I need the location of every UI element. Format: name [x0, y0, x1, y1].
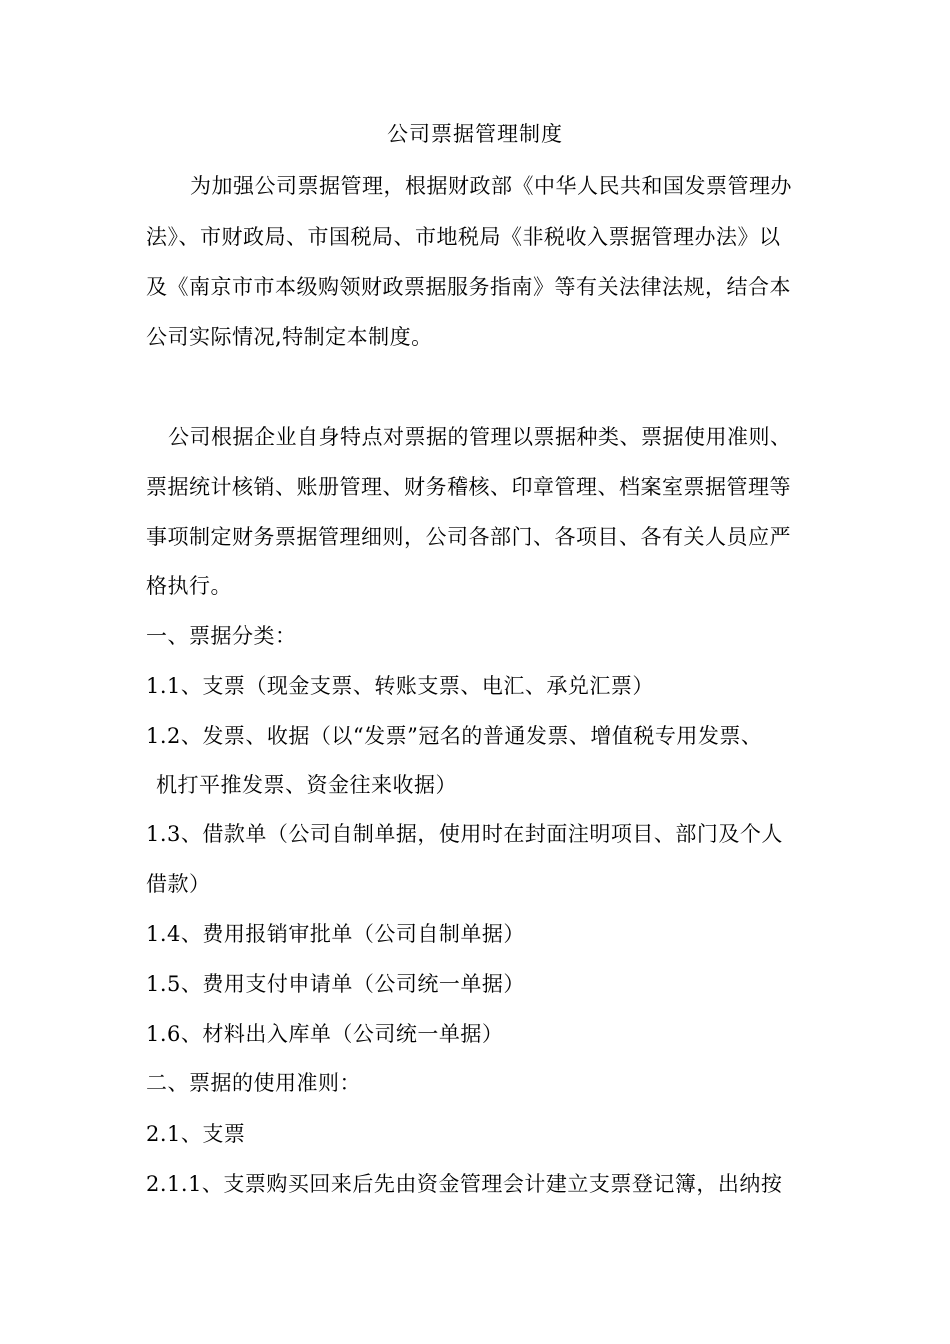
overview-line-4: 格执行。 [146, 574, 232, 598]
item-1-1: 1.1、支票（现金支票、转账支票、电汇、承兑汇票） [146, 674, 654, 698]
section-1-heading: 一、票据分类： [146, 624, 297, 648]
item-1-4: 1.4、费用报销审批单（公司自制单据） [146, 922, 525, 946]
item-1-2-line-2: 机打平推发票、资金往来收据） [156, 773, 457, 797]
intro-line-3: 及《南京市市本级购领财政票据服务指南》等有关法律法规，结合本 [146, 275, 791, 299]
overview-line-1: 公司根据企业自身特点对票据的管理以票据种类、票据使用准则、 [168, 425, 792, 449]
intro-line-1: 为加强公司票据管理，根据财政部《中华人民共和国发票管理办 [190, 174, 792, 198]
section-2-heading: 二、票据的使用准则： [146, 1071, 361, 1095]
intro-line-2: 法》、市财政局、市国税局、市地税局《非税收入票据管理办法》以 [146, 225, 781, 249]
overview-line-2: 票据统计核销、账册管理、财务稽核、印章管理、档案室票据管理等 [146, 475, 791, 499]
item-1-6: 1.6、材料出入库单（公司统一单据） [146, 1022, 504, 1046]
overview-line-3: 事项制定财务票据管理细则，公司各部门、各项目、各有关人员应严 [146, 525, 791, 549]
item-1-3-line-2: 借款） [146, 872, 211, 896]
item-1-5: 1.5、费用支付申请单（公司统一单据） [146, 972, 525, 996]
intro-line-4: 公司实际情况,特制定本制度。 [146, 325, 433, 349]
item-2-1-1: 2.1.1、支票购买回来后先由资金管理会计建立支票登记簿，出纳按 [146, 1172, 783, 1196]
item-1-3-line-1: 1.3、借款单（公司自制单据，使用时在封面注明项目、部门及个人 [146, 822, 783, 846]
item-2-1: 2.1、支票 [146, 1122, 246, 1146]
document-title: 公司票据管理制度 [387, 122, 563, 146]
item-1-2-line-1: 1.2、发票、收据（以“发票”冠名的普通发票、增值税专用发票、 [146, 724, 763, 748]
